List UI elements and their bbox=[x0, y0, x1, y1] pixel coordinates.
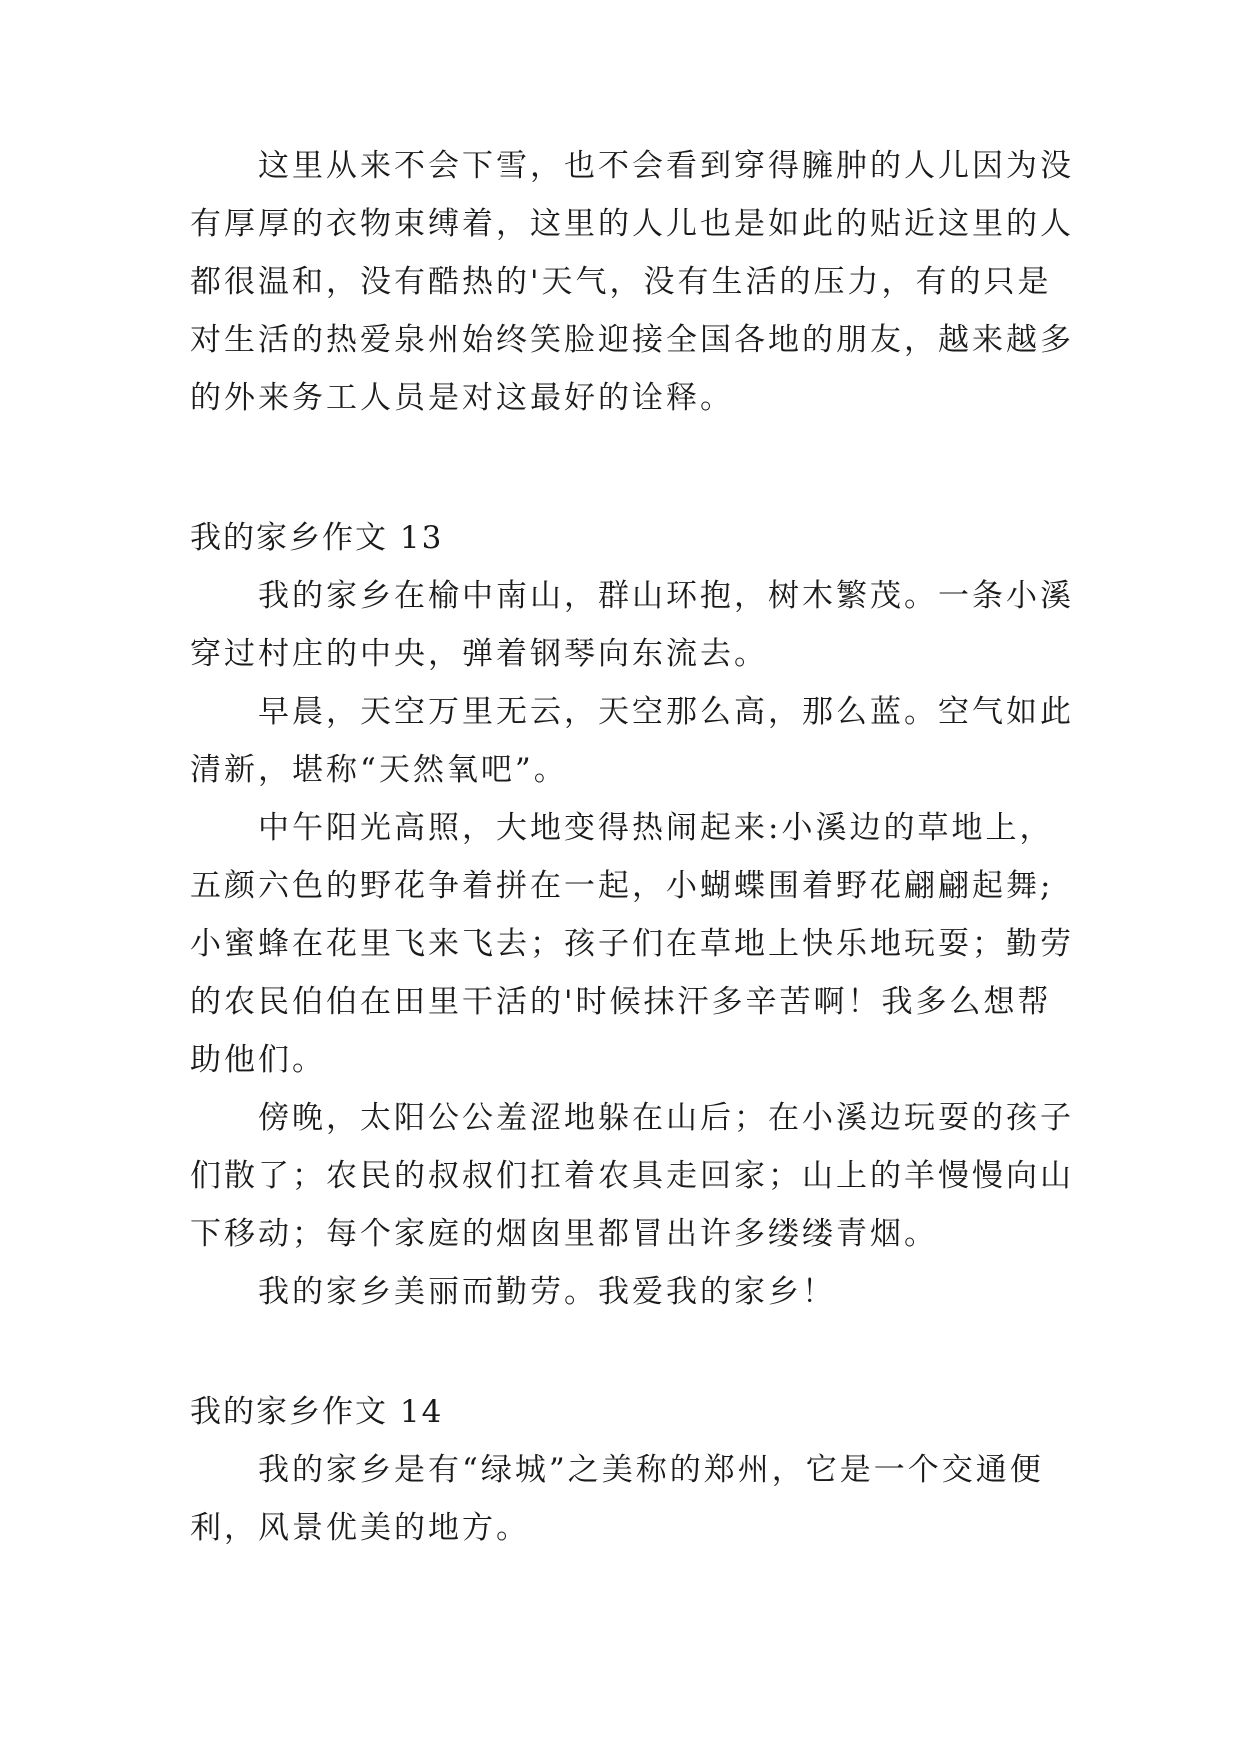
paragraph-line: 我的家乡是有“绿城”之美称的郑州，它是一个交通便 bbox=[258, 1452, 1044, 1488]
paragraph-line: 有厚厚的衣物束缚着，这里的人儿也是如此的贴近这里的人 bbox=[190, 206, 1074, 242]
paragraph-line: 早晨，天空万里无云，天空那么高，那么蓝。空气如此 bbox=[258, 694, 1074, 730]
paragraph-line: 我的家乡在榆中南山，群山环抱，树木繁茂。一条小溪 bbox=[258, 578, 1074, 614]
paragraph-line: 的农民伯伯在田里干活的'时候抹汗多辛苦啊！我多么想帮 bbox=[190, 984, 1052, 1020]
paragraph-line: 清新，堪称“天然氧吧”。 bbox=[190, 752, 568, 788]
paragraph-line: 我的家乡美丽而勤劳。我爱我的家乡！ bbox=[258, 1274, 836, 1310]
paragraph-line: 五颜六色的野花争着拼在一起，小蝴蝶围着野花翩翩起舞; bbox=[190, 868, 1054, 904]
paragraph-line: 这里从来不会下雪，也不会看到穿得臃肿的人儿因为没 bbox=[258, 148, 1074, 184]
paragraph-line: 下移动；每个家庭的烟囱里都冒出许多缕缕青烟。 bbox=[190, 1216, 938, 1252]
paragraph-line: 助他们。 bbox=[190, 1042, 326, 1078]
section-heading: 我的家乡作文 14 bbox=[190, 1394, 444, 1430]
paragraph-line: 傍晚，太阳公公羞涩地躲在山后；在小溪边玩耍的孩子 bbox=[258, 1100, 1074, 1136]
section-heading: 我的家乡作文 13 bbox=[190, 520, 444, 556]
paragraph-line: 利，风景优美的地方。 bbox=[190, 1510, 530, 1546]
paragraph-line: 对生活的热爱泉州始终笑脸迎接全国各地的朋友，越来越多 bbox=[190, 322, 1074, 358]
paragraph-line: 小蜜蜂在花里飞来飞去；孩子们在草地上快乐地玩耍；勤劳 bbox=[190, 926, 1074, 962]
paragraph-line: 中午阳光高照，大地变得热闹起来:小溪边的草地上， bbox=[258, 810, 1054, 846]
paragraph-line: 穿过村庄的中央，弹着钢琴向东流去。 bbox=[190, 636, 768, 672]
paragraph-line: 们散了；农民的叔叔们扛着农具走回家；山上的羊慢慢向山 bbox=[190, 1158, 1074, 1194]
paragraph-line: 都很温和，没有酷热的'天气，没有生活的压力，有的只是 bbox=[190, 264, 1052, 300]
paragraph-line: 的外来务工人员是对这最好的诠释。 bbox=[190, 380, 734, 416]
